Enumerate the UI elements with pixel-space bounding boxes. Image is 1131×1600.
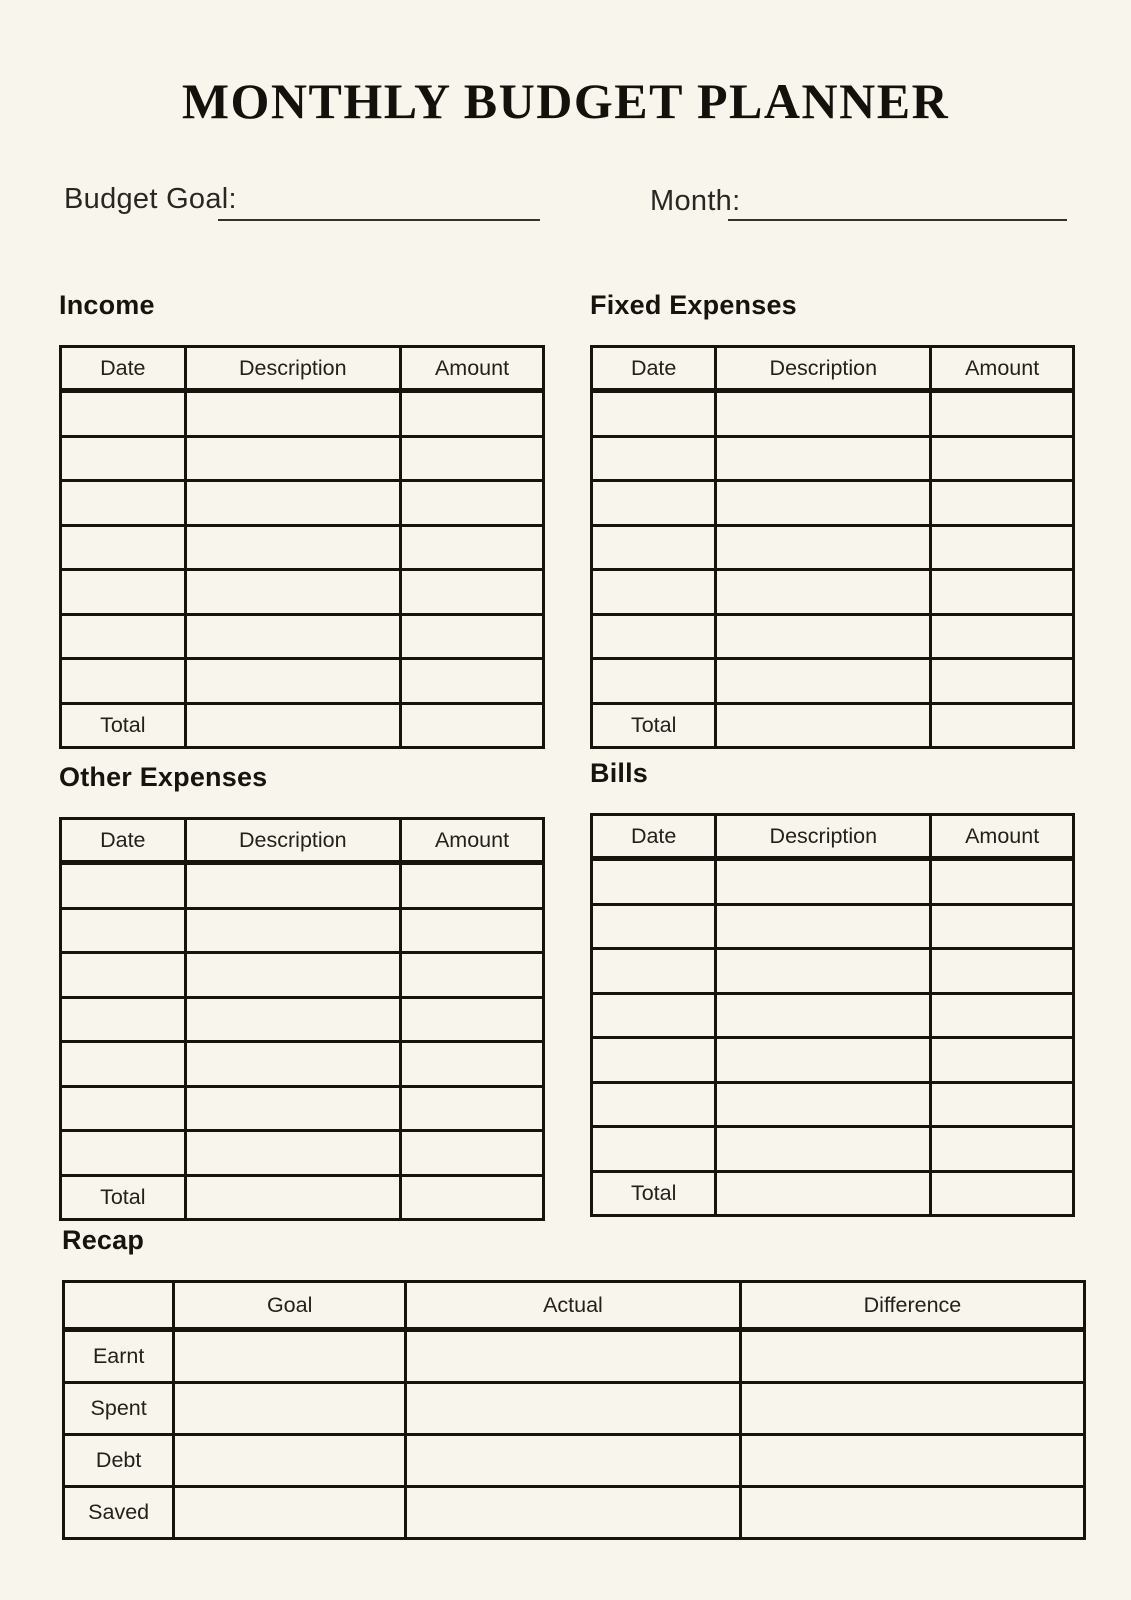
empty-cell xyxy=(185,908,400,953)
total-description-cell xyxy=(185,1175,400,1220)
entry-row xyxy=(592,391,1074,437)
month-fill-line xyxy=(728,219,1067,221)
empty-cell xyxy=(592,949,716,994)
column-header-date: Date xyxy=(592,815,716,859)
entry-row xyxy=(61,863,544,909)
empty-cell xyxy=(61,481,186,526)
empty-cell xyxy=(931,391,1074,437)
empty-cell xyxy=(401,863,544,909)
total-label: Total xyxy=(592,1171,716,1216)
entry-row xyxy=(592,659,1074,704)
empty-cell xyxy=(185,436,400,481)
empty-cell xyxy=(61,436,186,481)
recap-row xyxy=(64,1487,1085,1539)
empty-cell xyxy=(716,1038,931,1083)
empty-cell xyxy=(61,614,186,659)
entry-row xyxy=(61,908,544,953)
empty-cell xyxy=(401,659,544,704)
recap-goal-cell xyxy=(174,1330,406,1383)
recap-section xyxy=(62,1225,1086,1540)
budget-goal-label: Budget Goal: xyxy=(64,183,237,215)
empty-cell xyxy=(592,904,716,949)
empty-cell xyxy=(931,570,1074,615)
empty-cell xyxy=(931,1082,1074,1127)
total-label: Total xyxy=(61,1175,186,1220)
column-header-description: Description xyxy=(185,347,400,391)
empty-cell xyxy=(61,1131,186,1176)
income-table xyxy=(59,345,545,749)
empty-cell xyxy=(185,481,400,526)
empty-cell xyxy=(185,1086,400,1131)
empty-cell xyxy=(716,1082,931,1127)
column-header-description: Description xyxy=(716,815,931,859)
recap-goal-cell xyxy=(174,1383,406,1435)
empty-cell xyxy=(931,1038,1074,1083)
empty-cell xyxy=(716,659,931,704)
recap-header-row xyxy=(64,1282,1085,1330)
total-description-cell xyxy=(185,703,400,748)
column-header-description: Description xyxy=(716,347,931,391)
empty-cell xyxy=(401,1042,544,1087)
entry-row xyxy=(61,1042,544,1087)
empty-cell xyxy=(401,908,544,953)
empty-cell xyxy=(716,525,931,570)
entry-row xyxy=(592,1038,1074,1083)
empty-cell xyxy=(401,1086,544,1131)
column-header-actual: Actual xyxy=(406,1282,741,1330)
month-label: Month: xyxy=(650,185,741,217)
column-header-amount: Amount xyxy=(401,819,544,863)
empty-cell xyxy=(61,525,186,570)
entry-row xyxy=(61,525,544,570)
empty-cell xyxy=(592,993,716,1038)
empty-cell xyxy=(61,391,186,437)
recap-row-label: Earnt xyxy=(64,1330,174,1383)
other-expenses-heading: Other Expenses xyxy=(59,762,268,792)
recap-difference-cell xyxy=(740,1330,1084,1383)
recap-row-label: Debt xyxy=(64,1435,174,1487)
empty-cell xyxy=(716,481,931,526)
empty-cell xyxy=(716,391,931,437)
entry-row xyxy=(61,570,544,615)
recap-heading: Recap xyxy=(62,1225,145,1255)
empty-cell xyxy=(931,859,1074,905)
empty-cell xyxy=(592,525,716,570)
empty-cell xyxy=(716,570,931,615)
empty-cell xyxy=(592,1038,716,1083)
entry-row xyxy=(592,1082,1074,1127)
entry-row xyxy=(592,436,1074,481)
recap-difference-cell xyxy=(740,1383,1084,1435)
empty-cell xyxy=(61,1086,186,1131)
empty-cell xyxy=(931,436,1074,481)
entry-row xyxy=(592,904,1074,949)
entry-row xyxy=(61,481,544,526)
empty-cell xyxy=(401,525,544,570)
total-row xyxy=(592,1171,1074,1216)
recap-actual-cell xyxy=(406,1383,741,1435)
recap-row xyxy=(64,1330,1085,1383)
recap-row-label: Spent xyxy=(64,1383,174,1435)
empty-cell xyxy=(401,997,544,1042)
empty-cell xyxy=(401,614,544,659)
total-label: Total xyxy=(61,703,186,748)
recap-row xyxy=(64,1435,1085,1487)
empty-cell xyxy=(931,614,1074,659)
empty-cell xyxy=(592,1082,716,1127)
column-header-difference: Difference xyxy=(740,1282,1084,1330)
entry-row xyxy=(592,570,1074,615)
empty-cell xyxy=(185,391,400,437)
empty-cell xyxy=(185,997,400,1042)
entry-row xyxy=(592,614,1074,659)
recap-actual-cell xyxy=(406,1435,741,1487)
entry-row xyxy=(592,859,1074,905)
column-header-amount: Amount xyxy=(401,347,544,391)
other-expenses-section xyxy=(59,762,545,1221)
empty-cell xyxy=(61,953,186,998)
header-row xyxy=(61,819,544,863)
empty-cell xyxy=(931,659,1074,704)
column-header-date: Date xyxy=(61,819,186,863)
empty-cell xyxy=(61,997,186,1042)
empty-cell xyxy=(61,863,186,909)
recap-actual-cell xyxy=(406,1330,741,1383)
empty-cell xyxy=(592,436,716,481)
recap-corner-cell xyxy=(64,1282,174,1330)
entry-row xyxy=(592,949,1074,994)
entry-row xyxy=(61,997,544,1042)
entry-row xyxy=(61,659,544,704)
empty-cell xyxy=(401,953,544,998)
total-amount-cell xyxy=(931,1171,1074,1216)
total-amount-cell xyxy=(401,1175,544,1220)
empty-cell xyxy=(401,391,544,437)
empty-cell xyxy=(592,1127,716,1172)
fixed-expenses-heading: Fixed Expenses xyxy=(590,290,797,320)
total-label: Total xyxy=(592,703,716,748)
empty-cell xyxy=(931,949,1074,994)
column-header-goal: Goal xyxy=(174,1282,406,1330)
total-row xyxy=(61,703,544,748)
income-section xyxy=(59,290,545,749)
fixed-expenses-section xyxy=(590,290,1075,749)
empty-cell xyxy=(185,614,400,659)
empty-cell xyxy=(592,659,716,704)
recap-row xyxy=(64,1383,1085,1435)
entry-row xyxy=(61,1131,544,1176)
fixed-expenses-table xyxy=(590,345,1075,749)
empty-cell xyxy=(931,481,1074,526)
empty-cell xyxy=(185,659,400,704)
empty-cell xyxy=(592,481,716,526)
entry-row xyxy=(592,993,1074,1038)
header-row xyxy=(592,347,1074,391)
empty-cell xyxy=(716,614,931,659)
recap-difference-cell xyxy=(740,1435,1084,1487)
empty-cell xyxy=(931,904,1074,949)
entry-row xyxy=(61,953,544,998)
recap-difference-cell xyxy=(740,1487,1084,1539)
total-description-cell xyxy=(716,1171,931,1216)
entry-row xyxy=(592,481,1074,526)
recap-actual-cell xyxy=(406,1487,741,1539)
page-title: MONTHLY BUDGET PLANNER xyxy=(181,73,950,129)
total-row xyxy=(592,703,1074,748)
entry-row xyxy=(61,1086,544,1131)
empty-cell xyxy=(931,1127,1074,1172)
empty-cell xyxy=(185,953,400,998)
column-header-amount: Amount xyxy=(931,347,1074,391)
entry-row xyxy=(61,614,544,659)
empty-cell xyxy=(716,904,931,949)
other-expenses-table xyxy=(59,817,545,1221)
empty-cell xyxy=(185,1042,400,1087)
header-row xyxy=(592,815,1074,859)
column-header-date: Date xyxy=(61,347,186,391)
empty-cell xyxy=(61,570,186,615)
empty-cell xyxy=(716,859,931,905)
empty-cell xyxy=(185,525,400,570)
column-header-description: Description xyxy=(185,819,400,863)
recap-goal-cell xyxy=(174,1487,406,1539)
empty-cell xyxy=(61,1042,186,1087)
total-row xyxy=(61,1175,544,1220)
recap-table xyxy=(62,1280,1086,1540)
empty-cell xyxy=(185,570,400,615)
recap-row-label: Saved xyxy=(64,1487,174,1539)
bills-table xyxy=(590,813,1075,1217)
entry-row xyxy=(61,436,544,481)
empty-cell xyxy=(716,949,931,994)
entry-row xyxy=(592,1127,1074,1172)
income-heading: Income xyxy=(59,290,155,320)
empty-cell xyxy=(401,436,544,481)
empty-cell xyxy=(931,525,1074,570)
empty-cell xyxy=(716,1127,931,1172)
total-description-cell xyxy=(716,703,931,748)
empty-cell xyxy=(592,614,716,659)
total-amount-cell xyxy=(401,703,544,748)
empty-cell xyxy=(185,1131,400,1176)
empty-cell xyxy=(716,993,931,1038)
empty-cell xyxy=(401,1131,544,1176)
column-header-date: Date xyxy=(592,347,716,391)
empty-cell xyxy=(931,993,1074,1038)
empty-cell xyxy=(592,570,716,615)
empty-cell xyxy=(592,391,716,437)
budget-goal-fill-line xyxy=(218,219,540,221)
empty-cell xyxy=(61,659,186,704)
bills-heading: Bills xyxy=(590,758,649,788)
entry-row xyxy=(592,525,1074,570)
empty-cell xyxy=(716,436,931,481)
recap-goal-cell xyxy=(174,1435,406,1487)
empty-cell xyxy=(401,570,544,615)
header-row xyxy=(61,347,544,391)
empty-cell xyxy=(185,863,400,909)
entry-row xyxy=(61,391,544,437)
column-header-amount: Amount xyxy=(931,815,1074,859)
empty-cell xyxy=(401,481,544,526)
empty-cell xyxy=(61,908,186,953)
total-amount-cell xyxy=(931,703,1074,748)
empty-cell xyxy=(592,859,716,905)
bills-section xyxy=(590,758,1075,1217)
